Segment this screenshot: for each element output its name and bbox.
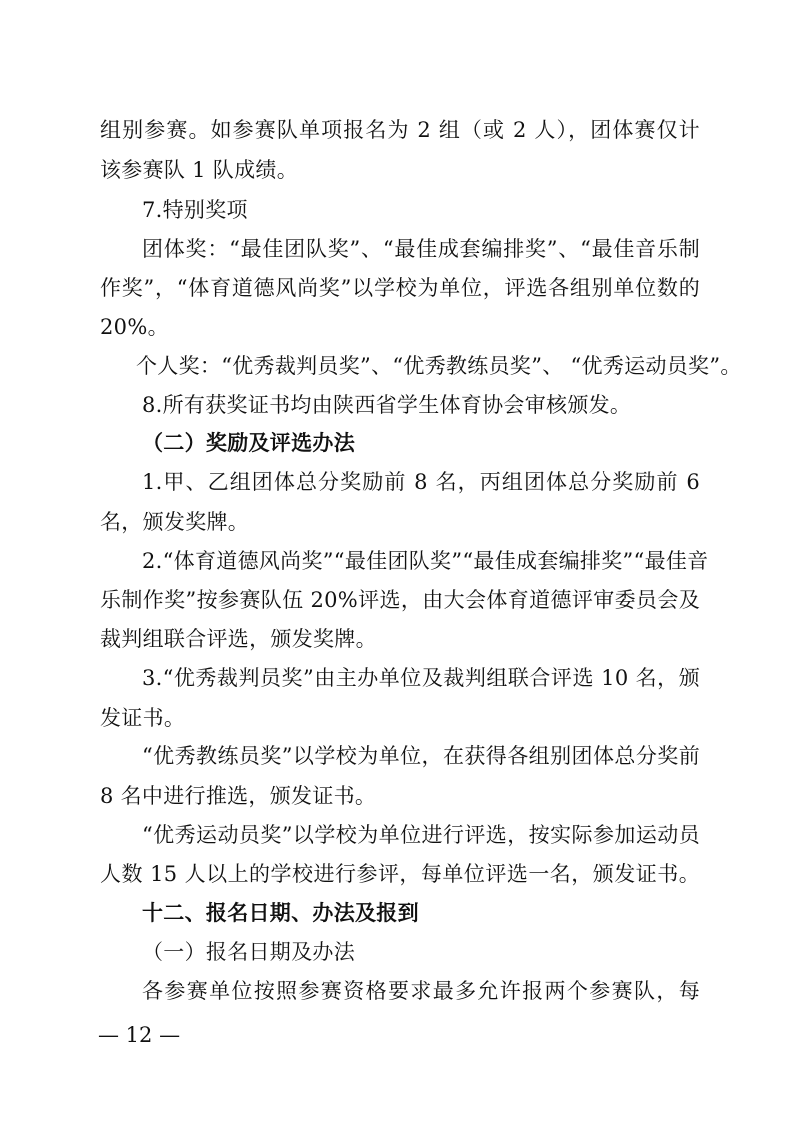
body-line-13: 乐制作奖”按参赛队伍 20%评选，由大会体育道德评审委员会及 <box>100 588 700 612</box>
body-line-2: 该参赛队 1 队成绩。 <box>100 158 299 182</box>
page-number: — 12 — <box>98 1023 181 1047</box>
body-line-16: 发证书。 <box>100 706 186 730</box>
body-line-14: 裁判组联合评选，颁发奖牌。 <box>100 627 377 651</box>
body-line-10: 1.甲、乙组团体总分奖励前 8 名，丙组团体总分奖励前 6 <box>142 470 700 494</box>
body-line-7: 个人奖：“优秀裁判员奖”、“优秀教练员奖”、 “优秀运动员奖”。 <box>136 354 742 378</box>
subheading-awards: （二）奖励及评选办法 <box>142 431 355 455</box>
subheading-registration: （一）报名日期及办法 <box>142 940 355 964</box>
body-line-20: 人数 15 人以上的学校进行参评，每单位评选一名，颁发证书。 <box>100 862 700 886</box>
section-heading-12: 十二、报名日期、办法及报到 <box>142 901 419 925</box>
body-line-6: 20%。 <box>100 315 169 339</box>
body-line-17: “优秀教练员奖”以学校为单位，在获得各组别团体总分奖前 <box>142 744 700 768</box>
body-line-1: 组别参赛。如参赛队单项报名为 2 组（或 2 人），团体赛仅计 <box>100 118 700 142</box>
body-line-4: 团体奖：“最佳团队奖”、“最佳成套编排奖”、“最佳音乐制 <box>142 237 700 261</box>
section-item-7: 7.特别奖项 <box>142 198 248 222</box>
body-line-11: 名，颁发奖牌。 <box>100 510 250 534</box>
body-line-18: 8 名中进行推选，颁发证书。 <box>100 784 377 808</box>
body-line-8: 8.所有获奖证书均由陕西省学生体育协会审核颁发。 <box>142 393 632 417</box>
body-line-15: 3.“优秀裁判员奖”由主办单位及裁判组联合评选 10 名，颁 <box>142 666 700 690</box>
body-line-12: 2.“体育道德风尚奖”“最佳团队奖”“最佳成套编排奖”“最佳音 <box>142 549 709 573</box>
body-line-19: “优秀运动员奖”以学校为单位进行评选，按实际参加运动员 <box>142 823 700 847</box>
body-line-5: 作奖”，“体育道德风尚奖”以学校为单位，评选各组别单位数的 <box>100 276 700 300</box>
body-line-23: 各参赛单位按照参赛资格要求最多允许报两个参赛队，每 <box>142 979 700 1003</box>
